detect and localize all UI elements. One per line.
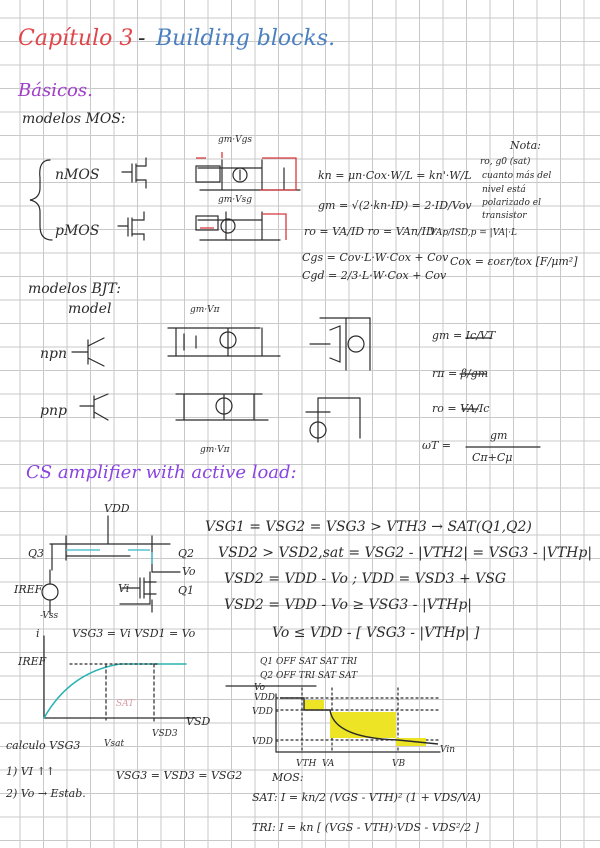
mos-tri-eq: TRI: I = kn [ (VGS - VTH)·VDS - VDS²/2 ] <box>252 821 479 834</box>
nota-line: cuanto más del <box>482 171 552 181</box>
eq-bjt-wt-num: gm <box>490 429 508 442</box>
region-x-t3: VB <box>392 759 406 769</box>
eq-cs-1: VSG1 = VSG2 = VSG3 > VTH3 → SAT(Q1,Q2) <box>205 519 532 535</box>
chapter-title: Capítulo 3 <box>18 26 134 51</box>
label-iref: IREF <box>14 583 43 596</box>
calc-title: calculo VSG3 <box>6 739 81 752</box>
region-q2-row: Q2 OFF TRI SAT SAT <box>260 671 358 681</box>
label-vi: Vi <box>118 582 130 595</box>
plot-iref-label: IREF <box>18 655 47 668</box>
plot-i-label: i <box>36 627 40 640</box>
label-q1: Q1 <box>178 584 195 597</box>
plot-top-label: VSG3 = Vi VSD1 = Vo <box>72 627 196 640</box>
region-y-vdd: VDD <box>254 693 275 703</box>
nota-line: transistor <box>482 211 527 221</box>
region-q1-row: Q1 OFF SAT SAT TRI <box>260 657 358 667</box>
region-highlight <box>304 700 426 746</box>
eq-cs-4: VSD2 = VDD - Vo ≥ VSG3 - |VTHp| <box>224 597 473 613</box>
calc-step-1: 1) VI ↑↑ <box>6 765 56 778</box>
plot-sat-label: SAT <box>116 699 135 709</box>
eq-bjt-gm: gm = Ic/VT <box>432 329 496 342</box>
eq-ro-p: VAp/ISD,p = |VA|·L <box>430 228 517 238</box>
mos-summary-title: MOS: <box>272 771 304 784</box>
section-basicos: Básicos. <box>18 80 93 101</box>
eq-cgs: Cgs = Cov·L·W·Cox + Cov <box>302 251 449 264</box>
label-npn: npn <box>40 346 67 362</box>
label-vss: -Vss <box>40 611 59 621</box>
eq-bjt-rpi: rπ = β/gm <box>432 367 489 380</box>
calc-step-2: 2) Vo → Estab. <box>6 787 86 800</box>
label-vo: Vo <box>182 565 196 578</box>
eq-cs-5: Vo ≤ VDD - [ VSG3 - |VTHp| ] <box>272 625 480 641</box>
eq-bjt-wt-den: Cπ+Cμ <box>472 451 513 464</box>
eq-bjt-ro: ro = VA/Ic <box>432 402 490 415</box>
plot-vsat-label: Vsat <box>104 739 125 749</box>
eq-cox: Cox = εoεr/tox [F/μm²] <box>450 255 578 268</box>
label-model: model <box>68 301 112 317</box>
region-y-vo: Vo <box>254 683 266 693</box>
mos-sat-eq: SAT: I = kn/2 (VGS - VTH)² (1 + VDS/VA) <box>252 791 481 804</box>
eq-cgd: Cgd = 2/3·L·W·Cox + Cov <box>302 269 447 282</box>
label-nmos: nMOS <box>55 167 100 183</box>
title-separator: - <box>138 26 146 51</box>
eq-kn: kn = μn·Cox·W/L = kn'·W/L <box>318 169 472 182</box>
label-q2: Q2 <box>178 547 195 560</box>
eq-gm: gm = √(2·kn·ID) = 2·ID/Vov <box>318 199 472 212</box>
eq-cs-2: VSD2 > VSD2,sat = VSG2 - |VTH2| = VSG3 - |VTHp| <box>218 545 593 561</box>
label-gm-vsg: gm·Vsg <box>218 195 253 205</box>
region-x-t1: VTH <box>296 759 317 769</box>
chapter-subtitle: Building blocks. <box>156 26 336 51</box>
calc-eq: VSG3 = VSD3 = VSG2 <box>116 769 243 782</box>
plot-vsd3-label: VSD3 <box>152 729 178 739</box>
nota-line: ro, g0 (sat) <box>480 157 531 167</box>
region-y-t2: VDD - <box>252 737 279 747</box>
plot-vsd-label: VSD <box>186 715 211 728</box>
eq-bjt-wt-lhs: ωT = <box>422 439 452 452</box>
section-cs-amp: CS amplifier with active load: <box>26 462 297 483</box>
label-gm-vpi-2: gm·Vπ <box>200 445 230 455</box>
nota-line: nivel está <box>482 185 526 195</box>
label-modelos-bjt: modelos BJT: <box>28 281 121 297</box>
eq-cs-3: VSD2 = VDD - Vo ; VDD = VSD3 + VSG <box>224 571 507 587</box>
nota-line: polarizado el <box>482 198 541 208</box>
label-pnp: pnp <box>40 403 67 419</box>
label-vdd: VDD <box>104 502 130 515</box>
label-gm-vgs: gm·Vgs <box>218 135 253 145</box>
region-x-label: Vin <box>440 745 456 755</box>
eq-ro: ro = VA/ID ro = VAn/ID <box>304 225 435 238</box>
nota-title: Nota: <box>510 139 541 152</box>
region-x-t2: VA <box>322 759 335 769</box>
label-gm-vpi: gm·Vπ <box>190 305 220 315</box>
region-y-t1: VDD - <box>252 707 279 717</box>
label-pmos: pMOS <box>55 223 100 239</box>
label-modelos-mos: modelos MOS: <box>22 111 126 127</box>
label-q3: Q3 <box>28 547 45 560</box>
